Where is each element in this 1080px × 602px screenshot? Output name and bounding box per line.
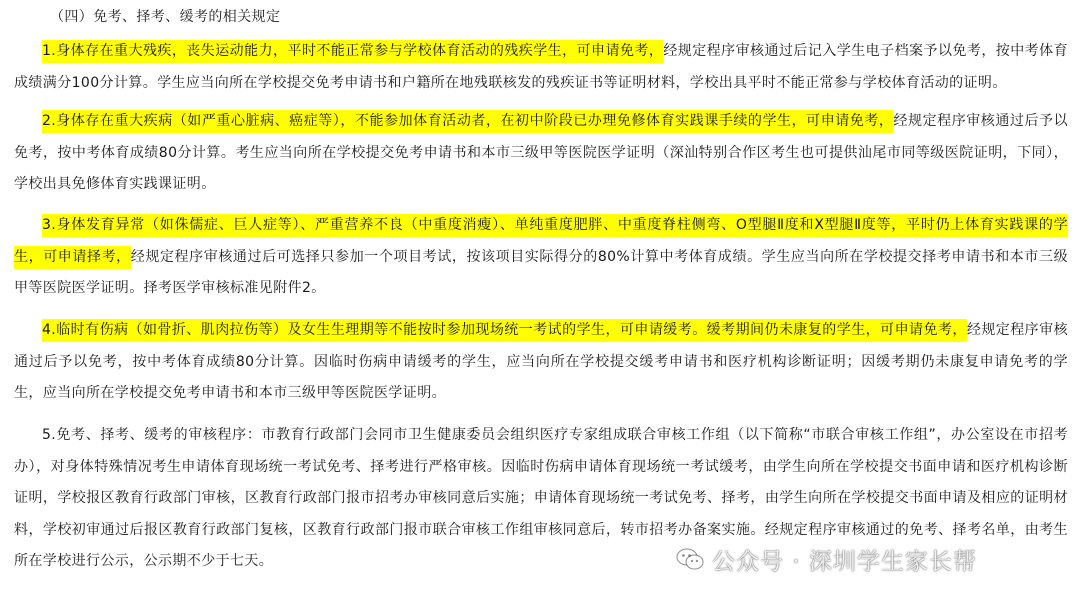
watermark-text: 公众号 · 深圳学生家长帮 [712,548,977,575]
paragraph-text: 经规定程序审核通过后可选择只参加一个项目考试，按该项目实际得分的80%计算中考体育成绩。学生应当向所在学校提交择考申请书和本市三级甲等医院医学证明。择考医学审核标准见附件2。 [14,248,1068,296]
paragraph-text: 经规定程序审核通过后予以免考，按中考体育成绩80分计算。因临时伤病申请缓考的学生，应当向所在学校提交缓考申请书和医疗机构诊断证明；因缓考期仍未康复申请免考的学生，应当向所在学校提交免考申请书和本市三级甲等医院医学证明。 [14,322,1068,401]
paragraph-text: 经规定程序审核通过后记入学生电子档案予以免考，按中考体育成绩满分100分计算。学生应当向所在学校提交免考申请书和户籍所在地残联核发的残疾证书等证明材料，学校出具平时不能正常参与学校体育活动的证明。 [14,43,1068,91]
rule-paragraph-1 [14,36,1068,99]
wechat-watermark [676,539,977,579]
rule-paragraph-2 [14,106,1068,201]
wechat-icon [676,547,704,571]
section-heading: （四）免考、择考、缓考的相关规定 [50,9,281,25]
paragraph-text: 5.免考、择考、缓考的审核程序：市教育行政部门会同市卫生健康委员会组织医疗专家组成联合审核工作组（以下简称“市联合审核工作组”，办公室设在市招考办），对身体特殊情况考生申请体育现场统一考试免考、择考进行严格审核。因临时伤病申请体育现场统一考试缓考，由学生向所在学校提交书面申请和医疗机构诊断证明，学校报区教育行政部门审核，区教育行政部门报市招考办审核同意后实施；申请体育现场统一考试免考、择考，由学生向所在学校提交书面申请及相应的证明材料，学校初审通过后报区教育行政部门复核，区教育行政部门报市联合审核工作组审核同意后，转市招考办备案实施。经规定程序审核通过的免考、择考名单，由考生所在学校进行公示，公示期不少于七天。 [14,427,1068,569]
paragraph-text: 经规定程序审核通过后予以免考，按中考体育成绩80分计算。考生应当向所在学校提交免考申请书和本市三级甲等医院医学证明（深汕特别合作区考生也可提供汕尾市同等级医院证明，下同），学校出具免修体育实践课证明。 [14,113,1068,192]
highlighted-text: 1.身体存在重大残疾，丧失运动能力，平时不能正常参与学校体育活动的残疾学生，可申请免考， [42,40,663,63]
rule-paragraph-4 [14,315,1068,410]
highlighted-text: 2.身体存在重大疾病（如严重心脏病、癌症等），不能参加体育活动者，在初中阶段已办理免修体育实践课手续的学生，可申请免考， [42,110,893,133]
rule-paragraph-3 [14,210,1068,305]
highlighted-text: 3.身体发育异常（如侏儒症、巨人症等）、严重营养不良（中重度消瘦）、单纯重度肥胖、中重度脊柱侧弯、O型腿Ⅱ度和X型腿Ⅱ度等，平时仍上体育实践课的学生，可申请择考， [14,214,1068,269]
highlighted-text: 4.临时有伤病（如骨折、肌肉拉伤等）及女生生理期等不能按时参加现场统一考试的学生，可申请缓考。缓考期间仍未康复的学生，可申请免考， [42,319,967,342]
